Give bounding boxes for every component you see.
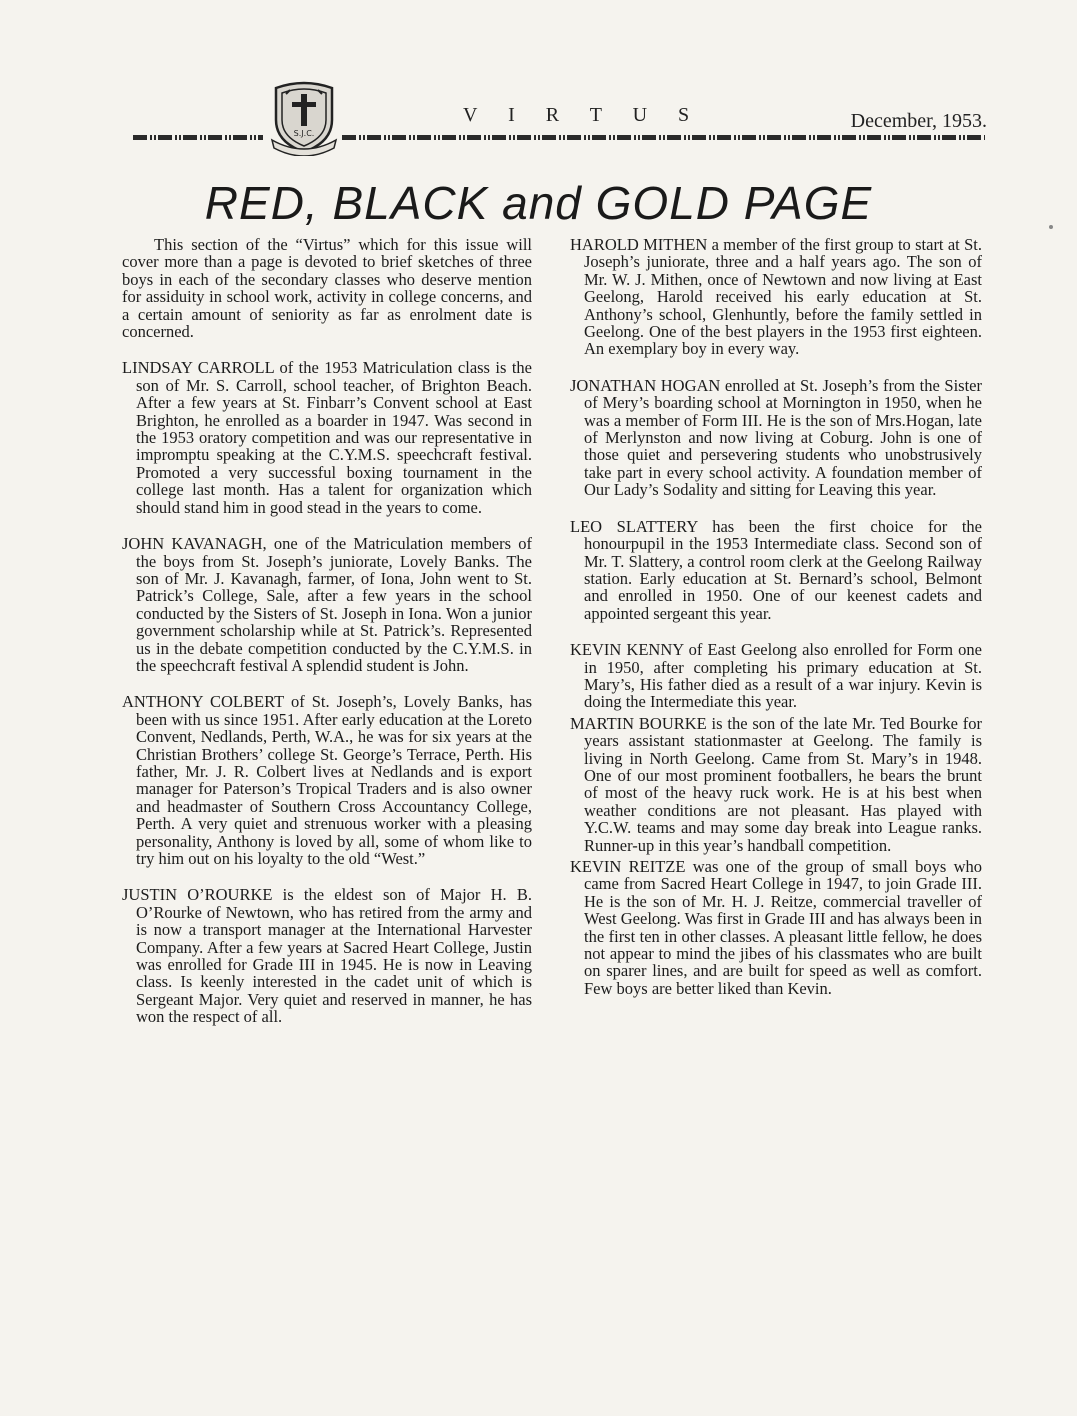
profile-paragraph: LEO SLATTERY has been the first choice for the honourpupil in the 1953 Intermediate class. Second son of Mr. T. Slattery, a control room clerk at the Geelong Railway station. Early education at St. Bernard’s school, Belmont and enrolled in 1950. One of our keenest cadets and appointed sergeant this year. <box>570 516 982 623</box>
intro-paragraph: This section of the “Virtus” which for this issue will cover more than a page is devoted to brief sketches of three boys in each of the secondary classes who deserve mention for assiduity in school work, activity in college concerns, and a certain amount of seniority as far as enrolment date is concerned. <box>122 235 532 342</box>
profile-paragraph: HAROLD MITHEN a member of the first group to start at St. Joseph’s juniorate, three and a half years ago. The son of Mr. W. J. Mithen, once of Newtown and now living at East Geelong, Harold received his early education at St. Anthony’s school, Glenhuntly, before the family settled in Geelong. One of the best players in the 1953 first eighteen. An exemplary boy in every way. <box>570 235 982 359</box>
profile-paragraph: JUSTIN O’ROURKE is the eldest son of Major H. B. O’Rourke of Newtown, who has retired from the army and is now a transport manager at the International Harvester Company. After a few years at Sacred Heart College, Justin was enrolled for Grade III in 1945. He is now in Leaving class. Is keenly interested in the cadet unit of which is Sergeant Major. Very quiet and reserved in manner, he has won the respect of all. <box>122 885 532 1027</box>
page-title: RED, BLACK and GOLD PAGE <box>204 177 873 229</box>
header-rule-left <box>133 135 263 140</box>
profile-paragraph: KEVIN KENNY of East Geelong also enrolled for Form one in 1950, after completing his primary education at St. Mary’s, His father died as a result of a war injury. Kevin is doing the Intermediate this year. <box>570 640 982 712</box>
college-crest-icon <box>268 80 340 156</box>
left-column <box>122 236 532 1045</box>
speck-mark <box>1049 225 1053 229</box>
masthead: V I R T U S <box>463 104 703 126</box>
header-rule-right <box>342 135 985 140</box>
profile-paragraph: ANTHONY COLBERT of St. Joseph’s, Lovely Banks, has been with us since 1951. After early education at the Loreto Convent, Nedlands, Perth, W.A., he was for six years at the Christian Brothers’ college St. George’s Terrace, Perth. His father, Mr. J. R. Colbert lives at Nedlands and is export manager for Paterson’s Tropical Traders and is also owner and headmaster of Southern Cross Accountancy College, Perth. A very quiet and strenuous worker with a pleasing personality, Anthony is loved by all, some of whom like to try him out on his loyalty to the old “West.” <box>122 692 532 868</box>
profile-paragraph: JONATHAN HOGAN enrolled at St. Joseph’s from the Sister of Mery’s boarding school at Mornington in 1950, when he was a member of Form III. He is the son of Mrs.Hogan, late of Merlynston and now living at Coburg. John is one of those quiet and persevering students who unobstrusively take part in every school activity. A foundation member of Our Lady’s Sodality and sitting for Leaving this year. <box>570 375 982 500</box>
page-header <box>0 0 1077 160</box>
profile-paragraph: LINDSAY CARROLL of the 1953 Matriculation class is the son of Mr. S. Carroll, school teacher, of Brighton Beach. After a few years at St. Finbarr’s Convent school at East Brighton, he enrolled as a boarder in 1947. Was second in the 1953 oratory competition and was our representative in impromptu speaking at the C.Y.M.S. speechcraft festival. Promoted a very successful boxing tournament in the college last month. Has a talent for organization which should stand him in good stead in the years to come. <box>122 358 532 517</box>
profile-paragraph: MARTIN BOURKE is the son of the late Mr. Ted Bourke for years assistant stationmaster at Geelong. The family is living in North Geelong. Came from St. Mary’s in 1948. One of our most prominent footballers, he bears the brunt of most of the heavy ruck work. He is at his best when weather conditions are not pleasant. Has played with Y.C.W. teams and may some day break into League ranks. Runner-up in this year’s handball competition. <box>570 713 982 855</box>
profile-paragraph: KEVIN REITZE was one of the group of small boys who came from Sacred Heart College in 1947, to join Grade III. He is the son of Mr. H. J. Reitze, commercial traveller of West Geelong. Was first in Grade III and has always been in the first ten in other classes. A pleasant little fellow, he does not appear to mind the jibes of his classmates who are built on sparer lines, and are built for speed as well as comfort. Few boys are better liked than Kevin. <box>570 857 982 998</box>
profile-paragraph: JOHN KAVANAGH, one of the Matriculation members of the boys from St. Joseph’s juniorate, Lovely Banks. The son of Mr. J. Kavanagh, farmer, of Iona, John went to St. Patrick’s College, Sale, after a few years in the school conducted by the Sisters of St. Joseph in Iona. Won a junior government scholarship while at St. Patrick’s. Represented us in the debate competition conducted by the C.Y.M.S. in the speechcraft festival A splendid student is John. <box>122 534 532 675</box>
crest-initials: S.J.C. <box>293 129 315 138</box>
right-column <box>570 236 982 1016</box>
issue-date: December, 1953. <box>850 110 987 132</box>
